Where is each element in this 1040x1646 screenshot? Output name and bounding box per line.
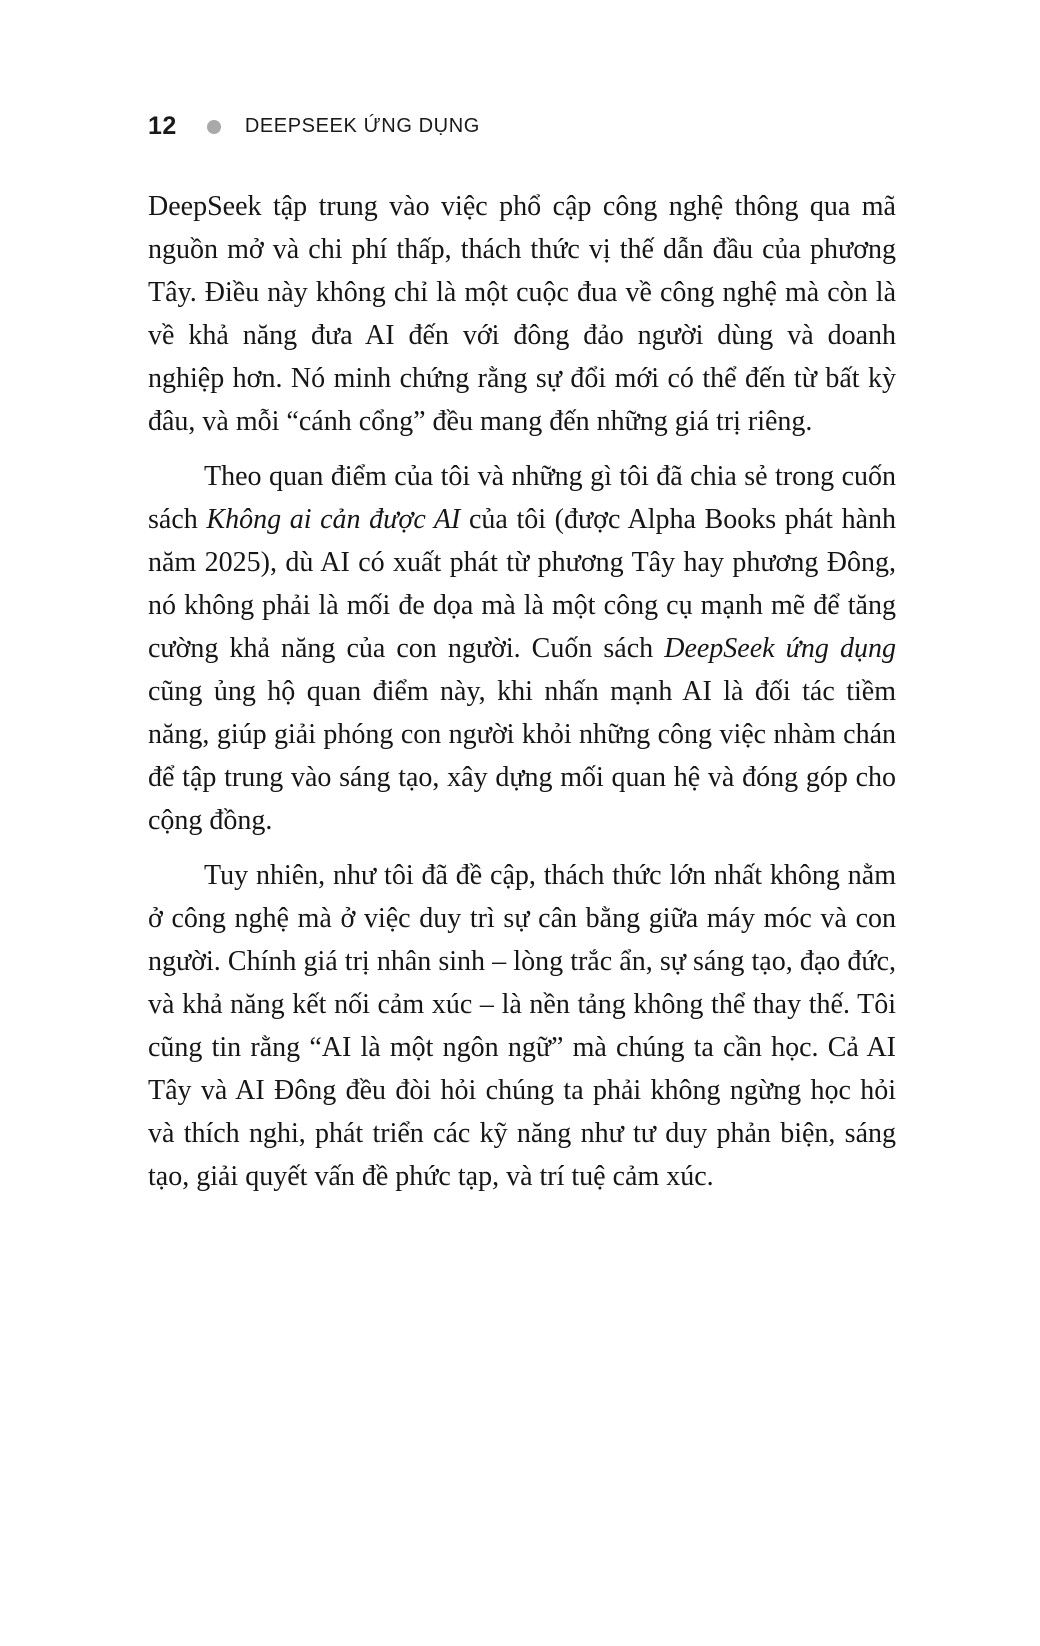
text-run: cũng ủng hộ quan điểm này, khi nhấn mạnh AI là đối tác tiềm năng, giúp giải phóng con người khỏi những công việc nhàm chán để tập trung vào sáng tạo, xây dựng mối quan hệ và đóng góp cho cộng đồng. bbox=[148, 676, 896, 836]
page-body bbox=[148, 185, 896, 1198]
page-number: 12 bbox=[148, 112, 177, 140]
text-run: Theo quan điểm của tôi và những gì tôi đã chia sẻ trong cuốn sách bbox=[148, 461, 896, 535]
text-run: DeepSeek tập trung vào việc phổ cập công nghệ thông qua mã nguồn mở và chi phí thấp, thách thức vị thế dẫn đầu của phương Tây. Điều này không chỉ là một cuộc đua về công nghệ mà còn là về khả năng đưa AI đến với đông đảo người dùng và doanh nghiệp hơn. Nó minh chứng rằng sự đổi mới có thể đến từ bất kỳ đâu, và mỗi “cánh cổng” đều mang đến những giá trị riêng. bbox=[148, 191, 896, 437]
book-title-italic: Không ai cản được AI bbox=[206, 504, 461, 535]
book-title-italic: DeepSeek ứng dụng bbox=[664, 633, 896, 664]
running-header bbox=[148, 112, 896, 141]
paragraph-3 bbox=[148, 854, 896, 1198]
text-run: Tuy nhiên, như tôi đã đề cập, thách thức lớn nhất không nằm ở công nghệ mà ở việc duy trì sự cân bằng giữa máy móc và con người. Chính giá trị nhân sinh – lòng trắc ẩn, sự sáng tạo, đạo đức, và khả năng kết nối cảm xúc – là nền tảng không thể thay thế. Tôi cũng tin rằng “AI là một ngôn ngữ” mà chúng ta cần học. Cả AI Tây và AI Đông đều đòi hỏi chúng ta phải không ngừng học hỏi và thích nghi, phát triển các kỹ năng như tư duy phản biện, sáng tạo, giải quyết vấn đề phức tạp, và trí tuệ cảm xúc. bbox=[148, 860, 896, 1192]
paragraph-1 bbox=[148, 185, 896, 443]
header-title: DEEPSEEK ỨNG DỤNG bbox=[244, 115, 480, 137]
paragraph-2 bbox=[148, 455, 896, 842]
text-run: của tôi (được Alpha Books phát hành năm 2025), dù AI có xuất phát từ phương Tây hay phương Đông, nó không phải là mối đe dọa mà là một công cụ mạnh mẽ để tăng cường khả năng của con người. Cuốn sách bbox=[148, 504, 896, 664]
bullet-icon bbox=[207, 120, 221, 134]
